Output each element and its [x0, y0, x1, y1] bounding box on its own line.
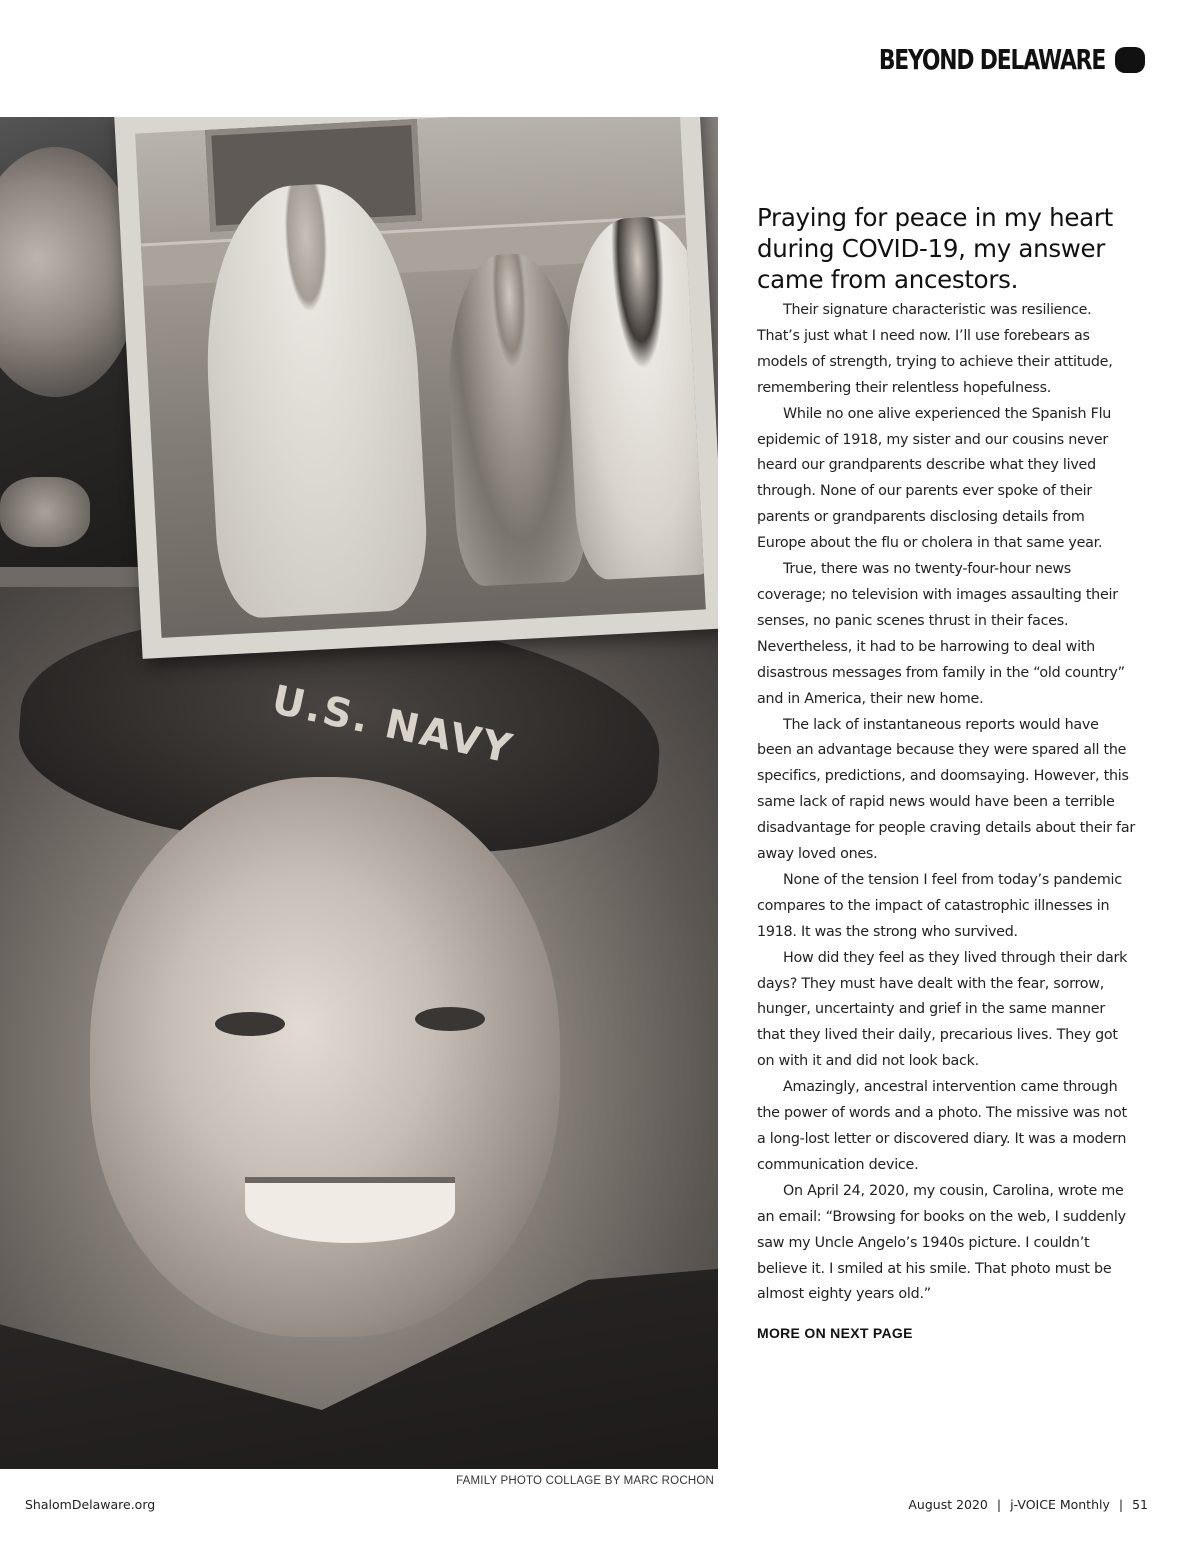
- section-header: [815, 43, 1145, 76]
- photo-credit: FAMILY PHOTO COLLAGE BY MARC ROCHON: [456, 1475, 714, 1487]
- figure-girl: [442, 251, 589, 587]
- section-title: BEYOND DELAWARE: [878, 43, 1105, 76]
- paragraph: Their signature characteristic was resilience. That’s just what I need now. I’ll use forebears as models of strength, trying to achieve their attitude, remembering their relentless hopefulness.: [757, 302, 1113, 396]
- figure-girl: [560, 214, 706, 581]
- section-marker-icon: [1115, 47, 1145, 73]
- photo-sailor-portrait: [0, 587, 718, 1469]
- footer-info: [908, 1497, 1148, 1512]
- paragraph: On April 24, 2020, my cousin, Carolina, wrote me an email: “Browsing for books on the web, I suddenly saw my Uncle Angelo’s 1940s picture. I couldn’t believe it. I smiled at his smile. That photo must be almost eighty years old.”: [757, 1182, 1126, 1303]
- paragraph: True, there was no twenty-four-hour news coverage; no television with images assaulting their senses, no panic scenes thrust in their faces. Nevertheless, it had to be harrowing to deal with disastrous messages from family in the “old country” and in America, their new home.: [757, 561, 1125, 707]
- footer-separator: |: [1118, 1497, 1124, 1512]
- paragraph: The lack of instantaneous reports would have been an advantage because they were spared all the specifics, predictions, and doomsaying. However, this same lack of rapid news would have been a terrible disadvantage for people craving details about their far away loved ones.: [757, 716, 1135, 863]
- article-body: [757, 298, 1137, 1308]
- footer-publication: j-VOICE Monthly: [1010, 1497, 1110, 1512]
- paragraph: Amazingly, ancestral intervention came through the power of words and a photo. The missive was not a long-lost letter or discovered diary. It was a modern communication device.: [757, 1079, 1127, 1173]
- continued-link[interactable]: MORE ON NEXT PAGE: [757, 1325, 913, 1342]
- footer-site: ShalomDelaware.org: [25, 1497, 156, 1512]
- photo-family-snapshot: [114, 117, 718, 659]
- paragraph: How did they feel as they lived through their dark days? They must have dealt with the fear, sorrow, hunger, uncertainty and grief in the same manner that they lived their daily, precarious lives. They got on with it and did not look back.: [757, 949, 1128, 1070]
- article: [757, 202, 1137, 1341]
- paragraph: While no one alive experienced the Spanish Flu epidemic of 1918, my sister and our cousins never heard our grandparents describe what they lived through. None of our parents ever spoke of their parents or grandparents disclosing details from Europe about the flu or cholera in that same year.: [757, 405, 1112, 552]
- photo-collage: [0, 117, 718, 1469]
- footer-date: August 2020: [908, 1497, 988, 1512]
- article-headline: Praying for peace in my heart during COVID-19, my answer came from ancestors.: [757, 203, 1113, 294]
- paragraph: None of the tension I feel from today’s pandemic compares to the impact of catastrophic illnesses in 1918. It was the strong who survived.: [757, 871, 1122, 940]
- page-number: 51: [1132, 1497, 1148, 1512]
- sailor-face: [90, 777, 560, 1337]
- hat-lettering: U.S. NAVY: [267, 677, 518, 773]
- footer-separator: |: [996, 1497, 1002, 1512]
